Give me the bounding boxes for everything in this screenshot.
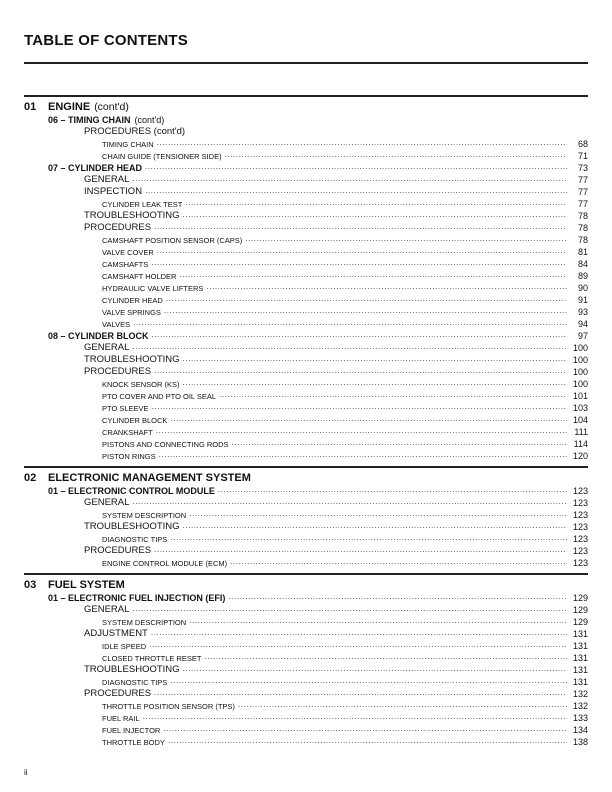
entry-page-number: 100 [572,379,588,389]
dot-leader [230,552,567,568]
entry-page-number: 123 [572,498,588,508]
entry-page-number: 77 [577,199,588,209]
entry-page-number: 89 [577,271,588,281]
entry-page-number: 111 [574,427,588,437]
entry-page-number: 78 [577,235,588,245]
entry-label: 01 – ELECTRONIC CONTROL MODULE [48,486,215,496]
toc-section [24,573,588,747]
page-number: ii [24,768,28,777]
entry-label: ENGINE CONTROL MODULE (ECM) [102,559,228,568]
topic-entry[interactable] [24,449,588,461]
entry-page-number: 129 [572,593,588,603]
entry-page-number: 131 [572,629,588,639]
entry-page-number: 71 [577,151,588,161]
entry-page-number: 81 [577,247,588,257]
entry-page-number: 138 [572,737,588,747]
entry-page-number: 123 [572,486,588,496]
entry-page-number: 131 [572,665,588,675]
entry-label: THROTTLE BODY [102,738,165,747]
toc-section [24,95,588,461]
entry-page-number: 77 [577,175,588,185]
entry-label: SYSTEM DESCRIPTION [102,511,187,520]
entry-label: CAMSHAFT POSITION SENSOR (CAPS) [102,236,243,245]
entry-label: VALVE SPRINGS [102,308,161,317]
entry-label: FUEL INJECTOR [102,726,161,735]
entry-page-number: 123 [572,534,588,544]
entry-label: VALVES [102,320,131,329]
entry-label: CYLINDER LEAK TEST [102,200,183,209]
section-heading[interactable] [24,95,588,113]
entry-page-number: 129 [572,617,588,627]
entry-label: PTO SLEEVE [102,404,149,413]
entry-label: SYSTEM DESCRIPTION [102,618,187,627]
entry-page-number: 78 [577,223,588,233]
entry-label: DIAGNOSTIC TIPS [102,678,168,687]
entry-label: THROTTLE POSITION SENSOR (TPS) [102,702,235,711]
entry-label: TROUBLESHOOTING [84,354,180,365]
entry-label: GENERAL [84,604,130,615]
entry-label: GENERAL [84,497,130,508]
entry-label: PROCEDURES [84,366,152,377]
entry-page-number: 132 [572,701,588,711]
entry-label: PISTONS AND CONNECTING RODS [102,440,229,449]
entry-page-number: 134 [572,725,588,735]
table-of-contents [24,95,588,752]
entry-page-number: 101 [572,391,588,401]
entry-label: CRANKSHAFT [102,428,153,437]
entry-label: CLOSED THROTTLE RESET [102,654,202,663]
entry-label: PROCEDURES [84,545,152,556]
entry-page-number: 123 [572,546,588,556]
entry-page-number: 73 [577,163,588,173]
entry-label: CAMSHAFTS [102,260,149,269]
entry-page-number: 91 [577,295,588,305]
entry-label: GENERAL [84,174,130,185]
page-title: TABLE OF CONTENTS [24,32,188,49]
entry-page-number: 68 [577,139,588,149]
dot-leader [159,445,567,461]
entry-label: CYLINDER HEAD [102,296,163,305]
entry-label: KNOCK SENSOR (KS) [102,380,180,389]
entry-page-number: 131 [572,677,588,687]
entry-label: TROUBLESHOOTING [84,664,180,675]
entry-label: TROUBLESHOOTING [84,521,180,532]
entry-page-number: 77 [577,187,588,197]
entry-page-number: 132 [572,689,588,699]
entry-label: PTO COVER AND PTO OIL SEAL [102,392,217,401]
section-number: 03 [24,579,37,591]
entry-label: PROCEDURES [84,222,152,233]
entry-page-number: 97 [577,331,588,341]
entry-page-number: 93 [577,307,588,317]
entry-page-number: 123 [572,510,588,520]
entry-label: VALVE COVER [102,248,154,257]
entry-page-number: 94 [577,319,588,329]
chapter-entry[interactable] [24,113,588,125]
entry-label: TROUBLESHOOTING [84,210,180,221]
entry-page-number: 100 [572,355,588,365]
topic-entry[interactable] [24,735,588,747]
entry-page-number: 123 [572,558,588,568]
title-divider [24,62,588,64]
toc-section [24,466,588,568]
section-number: 02 [24,472,37,484]
entry-page-number: 114 [573,439,588,449]
entry-label: DIAGNOSTIC TIPS [102,535,168,544]
entry-page-number: 131 [572,641,588,651]
entry-label: CAMSHAFT HOLDER [102,272,177,281]
entry-page-number: 84 [577,259,588,269]
entry-page-number: 131 [572,653,588,663]
entry-page-number: 120 [572,451,588,461]
entry-label: GENERAL [84,342,130,353]
entry-label: 06 – TIMING CHAIN [48,115,131,125]
topic-entry[interactable] [24,556,588,568]
entry-label: CYLINDER BLOCK [102,416,168,425]
entry-page-number: 133 [572,713,588,723]
entry-label: PISTON RINGS [102,452,156,461]
entry-page-number: 100 [572,343,588,353]
entry-label: 07 – CYLINDER HEAD [48,163,143,173]
section-title: FUEL SYSTEM [48,579,125,591]
section-number: 01 [24,101,37,113]
entry-page-number: 103 [572,403,588,413]
entry-label: 08 – CYLINDER BLOCK [48,331,149,341]
entry-label: INSPECTION [84,186,143,197]
entry-label: TIMING CHAIN [102,140,154,149]
section-title: ENGINE [48,101,91,113]
entry-label: ADJUSTMENT [84,628,148,639]
entry-label: PROCEDURES (cont'd) [84,126,186,137]
entry-label: PROCEDURES [84,688,152,699]
entry-page-number: 100 [572,367,588,377]
entry-page-number: 90 [577,283,588,293]
entry-page-number: 123 [572,522,588,532]
dot-leader [168,731,567,747]
entry-label: CHAIN GUIDE (TENSIONER SIDE) [102,152,222,161]
entry-continued-note: (cont'd) [134,115,165,125]
entry-label: IDLE SPEED [102,642,147,651]
entry-label: 01 – ELECTRONIC FUEL INJECTION (EFI) [48,593,226,603]
entry-label: FUEL RAIL [102,714,140,723]
entry-page-number: 129 [572,605,588,615]
section-continued-note: (cont'd) [94,101,129,113]
entry-page-number: 78 [577,211,588,221]
entry-label: HYDRAULIC VALVE LIFTERS [102,284,204,293]
section-title: ELECTRONIC MANAGEMENT SYSTEM [48,472,251,484]
entry-page-number: 104 [572,415,588,425]
